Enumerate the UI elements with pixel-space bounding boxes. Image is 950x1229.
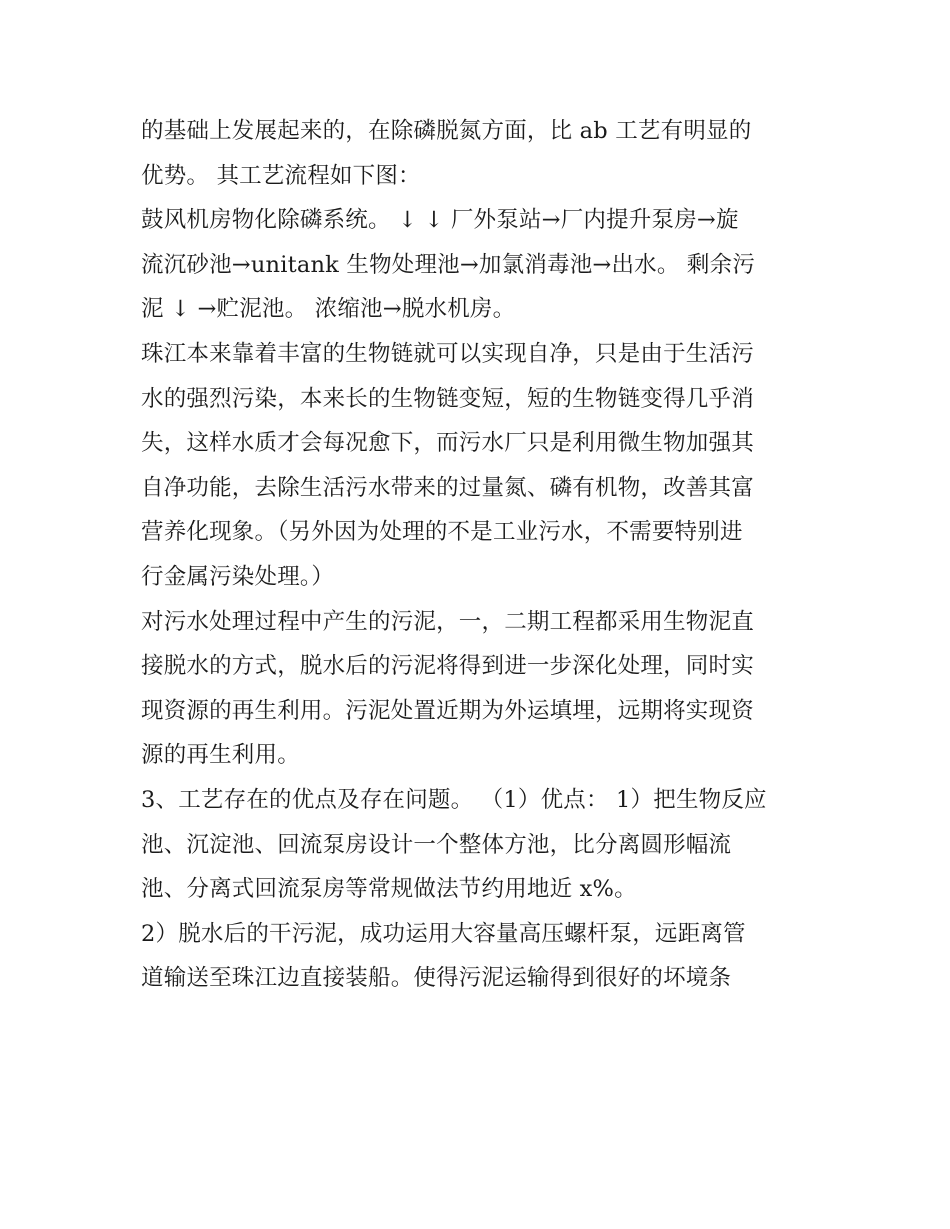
text-line: 2）脱水后的干污泥，成功运用大容量高压螺杆泵，远距离管 bbox=[141, 920, 746, 947]
document-body bbox=[141, 109, 821, 1001]
text-line: 源的再生利用。 bbox=[141, 742, 300, 769]
text-line: 自净功能，去除生活污水带来的过量氮、磷有机物，改善其富 bbox=[141, 474, 754, 501]
text-line: 池、沉淀池、回流泵房设计一个整体方池，比分离圆形幅流 bbox=[141, 831, 732, 858]
text-line: 的基础上发展起来的，在除磷脱氮方面，比 ab 工艺有明显的 bbox=[141, 118, 752, 144]
text-line: 泥 ↓ →贮泥池。 浓缩池→脱水机房。 bbox=[141, 296, 516, 323]
text-line: 鼓风机房物化除磷系统。 ↓ ↓ 厂外泵站→厂内提升泵房→旋 bbox=[141, 207, 739, 234]
text-line: 现资源的再生利用。污泥处置近期为外运填埋，远期将实现资 bbox=[141, 697, 754, 724]
text-line: 对污水处理过程中产生的污泥，一，二期工程都采用生物泥直 bbox=[141, 608, 754, 635]
text-line: 失，这样水质才会每况愈下，而污水厂只是利用微生物加强其 bbox=[141, 430, 754, 457]
text-line: 池、分离式回流泵房等常规做法节约用地近 x%。 bbox=[141, 876, 637, 903]
text-line: 水的强烈污染，本来长的生物链变短，短的生物链变得几乎消 bbox=[141, 385, 754, 412]
text-line: 珠江本来靠着丰富的生物链就可以实现自净，只是由于生活污 bbox=[141, 340, 754, 367]
text-line: 行金属污染处理。） bbox=[141, 563, 335, 590]
text-line: 接脱水的方式，脱水后的污泥将得到进一步深化处理，同时实 bbox=[141, 653, 754, 680]
text-line: 营养化现象。（另外因为处理的不是工业污水，不需要特别进 bbox=[141, 519, 743, 546]
text-line: 优势。 其工艺流程如下图： bbox=[141, 162, 421, 189]
text-line: 流沉砂池→unitank 生物处理池→加氯消毒池→出水。 剩余污 bbox=[141, 251, 756, 278]
text-line: 3、工艺存在的优点及存在问题。 （1）优点： 1）把生物反应 bbox=[141, 786, 767, 813]
text-line: 道输送至珠江边直接装船。使得污泥运输得到很好的坏境条 bbox=[141, 965, 732, 992]
